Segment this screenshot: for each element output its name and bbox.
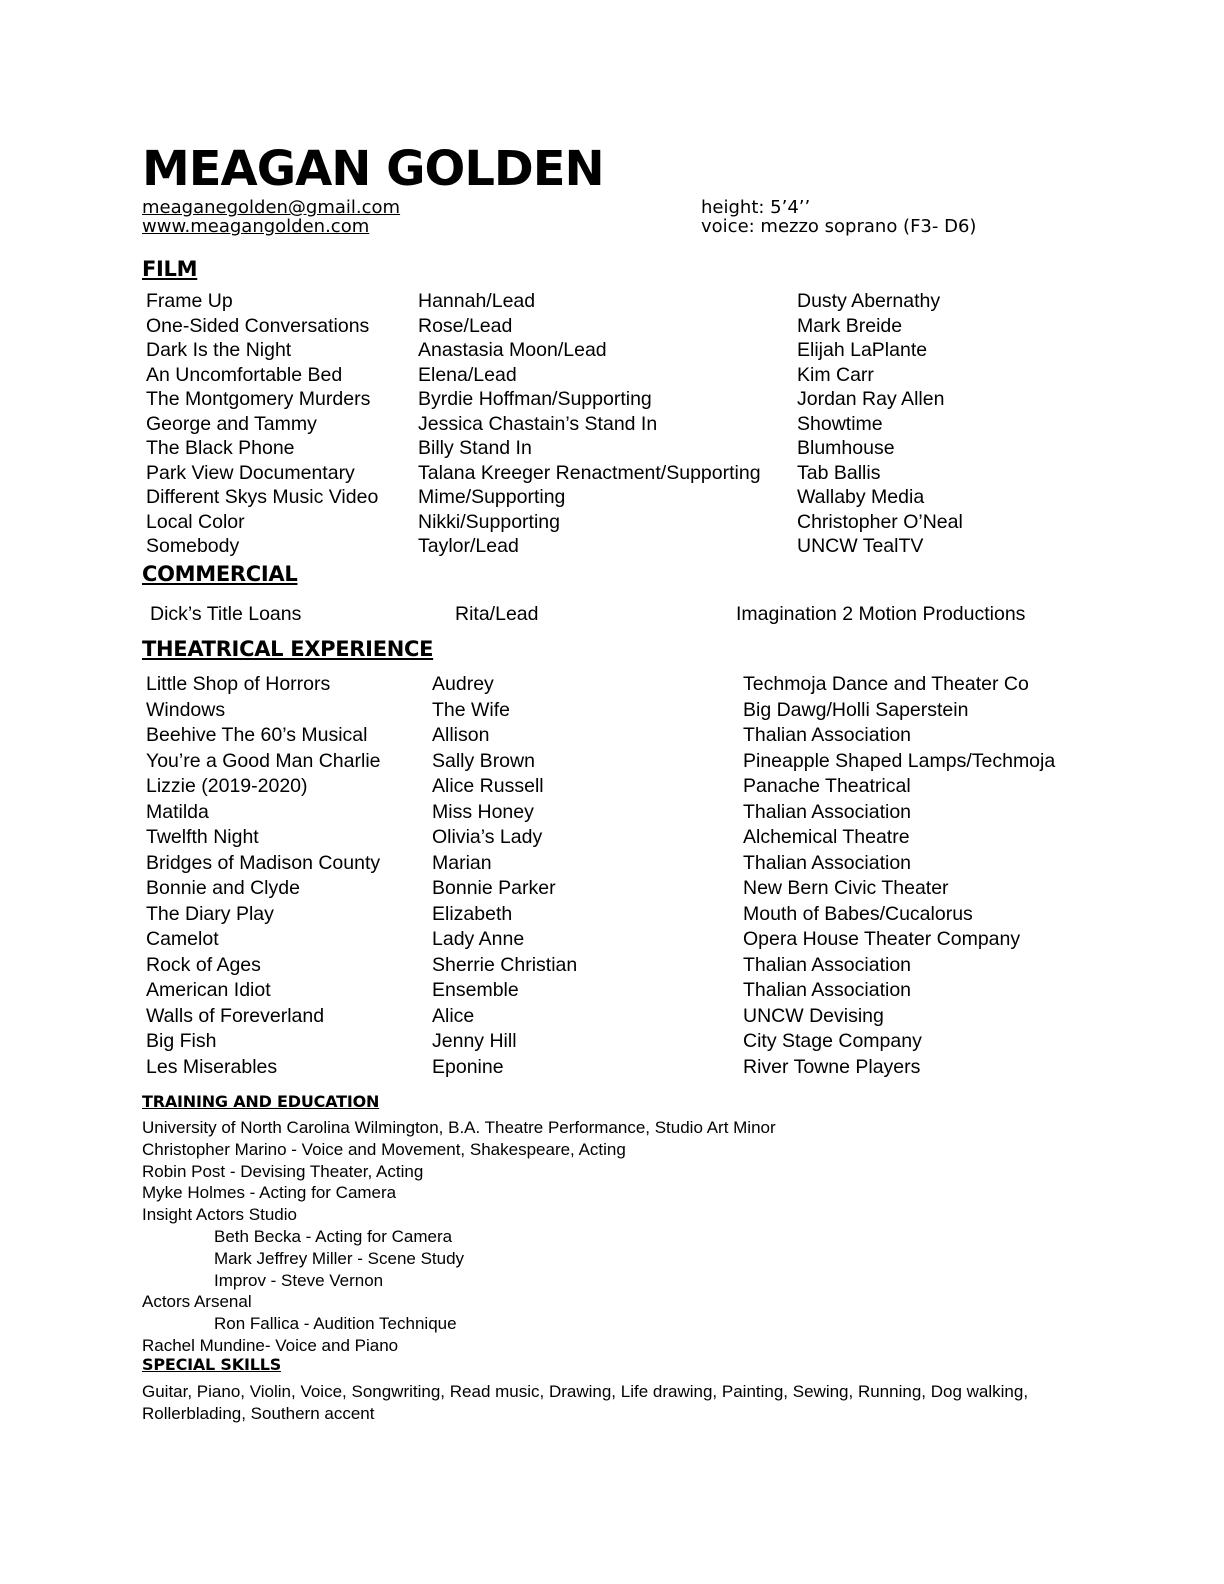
theatre-heading: THEATRICAL EXPERIENCE [142, 637, 434, 661]
commercial-title: Dick’s Title Loans [150, 603, 302, 625]
theatre-company: UNCW Devising [743, 1004, 884, 1027]
film-role: Billy Stand In [418, 437, 532, 459]
theatre-title: Rock of Ages [146, 953, 261, 976]
film-titles-column [146, 289, 378, 559]
film-title: Frame Up [146, 290, 233, 312]
theatre-title: Beehive The 60’s Musical [146, 724, 368, 746]
film-director: Blumhouse [797, 437, 895, 459]
film-director: Christopher O’Neal [797, 510, 963, 533]
film-directors-column [797, 289, 963, 559]
theatre-title: The Diary Play [146, 902, 274, 925]
theatre-title: Lizzie (2019-2020) [146, 775, 308, 797]
theatre-company: Thalian Association [743, 851, 912, 874]
theatre-title: Twelfth Night [146, 826, 259, 848]
film-title: George and Tammy [146, 412, 317, 435]
theatre-role: The Wife [432, 698, 511, 721]
film-role: Mime/Supporting [418, 486, 566, 508]
theatre-role: Marian [432, 851, 492, 874]
theatre-title: Camelot [146, 928, 219, 950]
film-role: Talana Kreeger Renactment/Supporting [418, 461, 761, 484]
film-director: Mark Breide [797, 314, 903, 337]
theatre-role: Bonnie Parker [432, 877, 556, 899]
film-role: Jessica Chastain’s Stand In [418, 412, 658, 435]
film-director: Showtime [797, 412, 883, 435]
theatre-title: Matilda [146, 800, 209, 823]
film-role: Rose/Lead [418, 314, 513, 337]
theatre-company: Thalian Association [743, 953, 912, 976]
theatre-title: Bridges of Madison County [146, 851, 381, 874]
training-item: Myke Holmes - Acting for Camera [142, 1183, 397, 1203]
theatre-title: You’re a Good Man Charlie [146, 749, 381, 772]
film-title: One-Sided Conversations [146, 314, 370, 337]
film-title: Park View Documentary [146, 461, 355, 484]
theatre-title: Windows [146, 698, 226, 721]
training-item: Beth Becka - Acting for Camera [214, 1226, 453, 1246]
theatre-role: Alice [432, 1004, 475, 1027]
theatre-role: Ensemble [432, 979, 519, 1001]
theatre-company: Thalian Association [743, 979, 912, 1001]
theatre-companies-column [743, 672, 1055, 1080]
training-item: Robin Post - Devising Theater, Acting [142, 1161, 424, 1181]
film-role: Nikki/Supporting [418, 510, 560, 533]
film-title: The Black Phone [146, 437, 295, 459]
voice-info: voice: mezzo soprano (F3- D6) [701, 216, 977, 237]
film-title: Local Color [146, 510, 245, 533]
skills-text: Guitar, Piano, Violin, Voice, Songwriting, Read music, Drawing, Life drawing, Painting, Sewing, Running, Dog walking, Rollerblading, Southern accent [142, 1382, 1029, 1423]
film-director: Dusty Abernathy [797, 290, 941, 312]
website-link[interactable]: www.meagangolden.com [142, 216, 370, 237]
film-role: Hannah/Lead [418, 290, 536, 312]
theatre-title: Les Miserables [146, 1055, 278, 1078]
theatre-role: Jenny Hill [432, 1030, 517, 1052]
training-item: Rachel Mundine- Voice and Piano [142, 1335, 399, 1355]
training-item: Actors Arsenal [142, 1292, 252, 1312]
theatre-title: Walls of Foreverland [146, 1004, 325, 1027]
theatre-company: Pineapple Shaped Lamps/Techmoja [743, 749, 1056, 772]
theatre-role: Sherrie Christian [432, 953, 578, 976]
theatre-title: American Idiot [146, 979, 271, 1001]
theatre-role: Alice Russell [432, 775, 544, 797]
theatre-role: Allison [432, 724, 490, 746]
theatre-role: Sally Brown [432, 749, 535, 772]
theatre-role: Olivia’s Lady [432, 826, 543, 848]
training-heading: TRAINING AND EDUCATION [142, 1092, 380, 1111]
theatre-company: Alchemical Theatre [743, 826, 910, 848]
film-title: The Montgomery Murders [146, 388, 371, 410]
theatre-roles-column [432, 672, 577, 1080]
theatre-company: Thalian Association [743, 800, 912, 823]
theatre-title: Little Shop of Horrors [146, 673, 331, 695]
film-title: An Uncomfortable Bed [146, 363, 343, 386]
film-role: Byrdie Hoffman/Supporting [418, 388, 652, 410]
film-title: Different Skys Music Video [146, 486, 379, 508]
film-role: Elena/Lead [418, 363, 517, 386]
theatre-company: River Towne Players [743, 1055, 921, 1078]
film-director: Jordan Ray Allen [797, 388, 945, 410]
theatre-role: Eponine [432, 1055, 504, 1078]
theatre-role: Elizabeth [432, 902, 513, 925]
commercial-company: Imagination 2 Motion Productions [736, 603, 1026, 625]
theatre-company: City Stage Company [743, 1030, 922, 1052]
film-heading: FILM [142, 257, 198, 281]
theatre-title: Bonnie and Clyde [146, 877, 300, 899]
height-info: height: 5’4’’ [701, 197, 811, 218]
training-item: Insight Actors Studio [142, 1205, 297, 1225]
theatre-title: Big Fish [146, 1030, 217, 1052]
film-director: UNCW TealTV [797, 535, 924, 557]
film-role: Anastasia Moon/Lead [418, 339, 607, 361]
theatre-titles-column [146, 672, 381, 1080]
training-item: University of North Carolina Wilmington, B.A. Theatre Performance, Studio Art Minor [142, 1118, 776, 1137]
theatre-role: Miss Honey [432, 800, 534, 823]
theatre-company: Techmoja Dance and Theater Co [743, 673, 1029, 695]
film-director: Tab Ballis [797, 461, 881, 484]
commercial-role: Rita/Lead [455, 603, 539, 625]
training-item: Ron Fallica - Audition Technique [214, 1314, 457, 1334]
theatre-role: Audrey [432, 673, 494, 695]
training-item: Mark Jeffrey Miller - Scene Study [214, 1248, 465, 1268]
theatre-company: Big Dawg/Holli Saperstein [743, 698, 969, 721]
training-list [142, 1117, 776, 1357]
film-role: Taylor/Lead [418, 535, 519, 557]
theatre-role: Lady Anne [432, 928, 525, 950]
film-roles-column [418, 289, 761, 559]
resume-name: MEAGAN GOLDEN [142, 141, 604, 197]
film-title: Dark Is the Night [146, 339, 292, 361]
skills-heading: SPECIAL SKILLS [142, 1355, 282, 1374]
email-link[interactable]: meaganegolden@gmail.com [142, 197, 401, 218]
theatre-company: Mouth of Babes/Cucalorus [743, 902, 973, 925]
film-director: Elijah LaPlante [797, 339, 928, 361]
film-director: Wallaby Media [797, 486, 925, 508]
theatre-company: Thalian Association [743, 724, 912, 746]
film-title: Somebody [146, 535, 240, 557]
theatre-company: New Bern Civic Theater [743, 877, 949, 899]
training-item: Christopher Marino - Voice and Movement, Shakespeare, Acting [142, 1139, 626, 1159]
theatre-company: Panache Theatrical [743, 775, 911, 797]
commercial-heading: COMMERCIAL [142, 562, 298, 586]
film-director: Kim Carr [797, 363, 874, 386]
training-item: Improv - Steve Vernon [214, 1270, 384, 1290]
theatre-company: Opera House Theater Company [743, 928, 1021, 950]
